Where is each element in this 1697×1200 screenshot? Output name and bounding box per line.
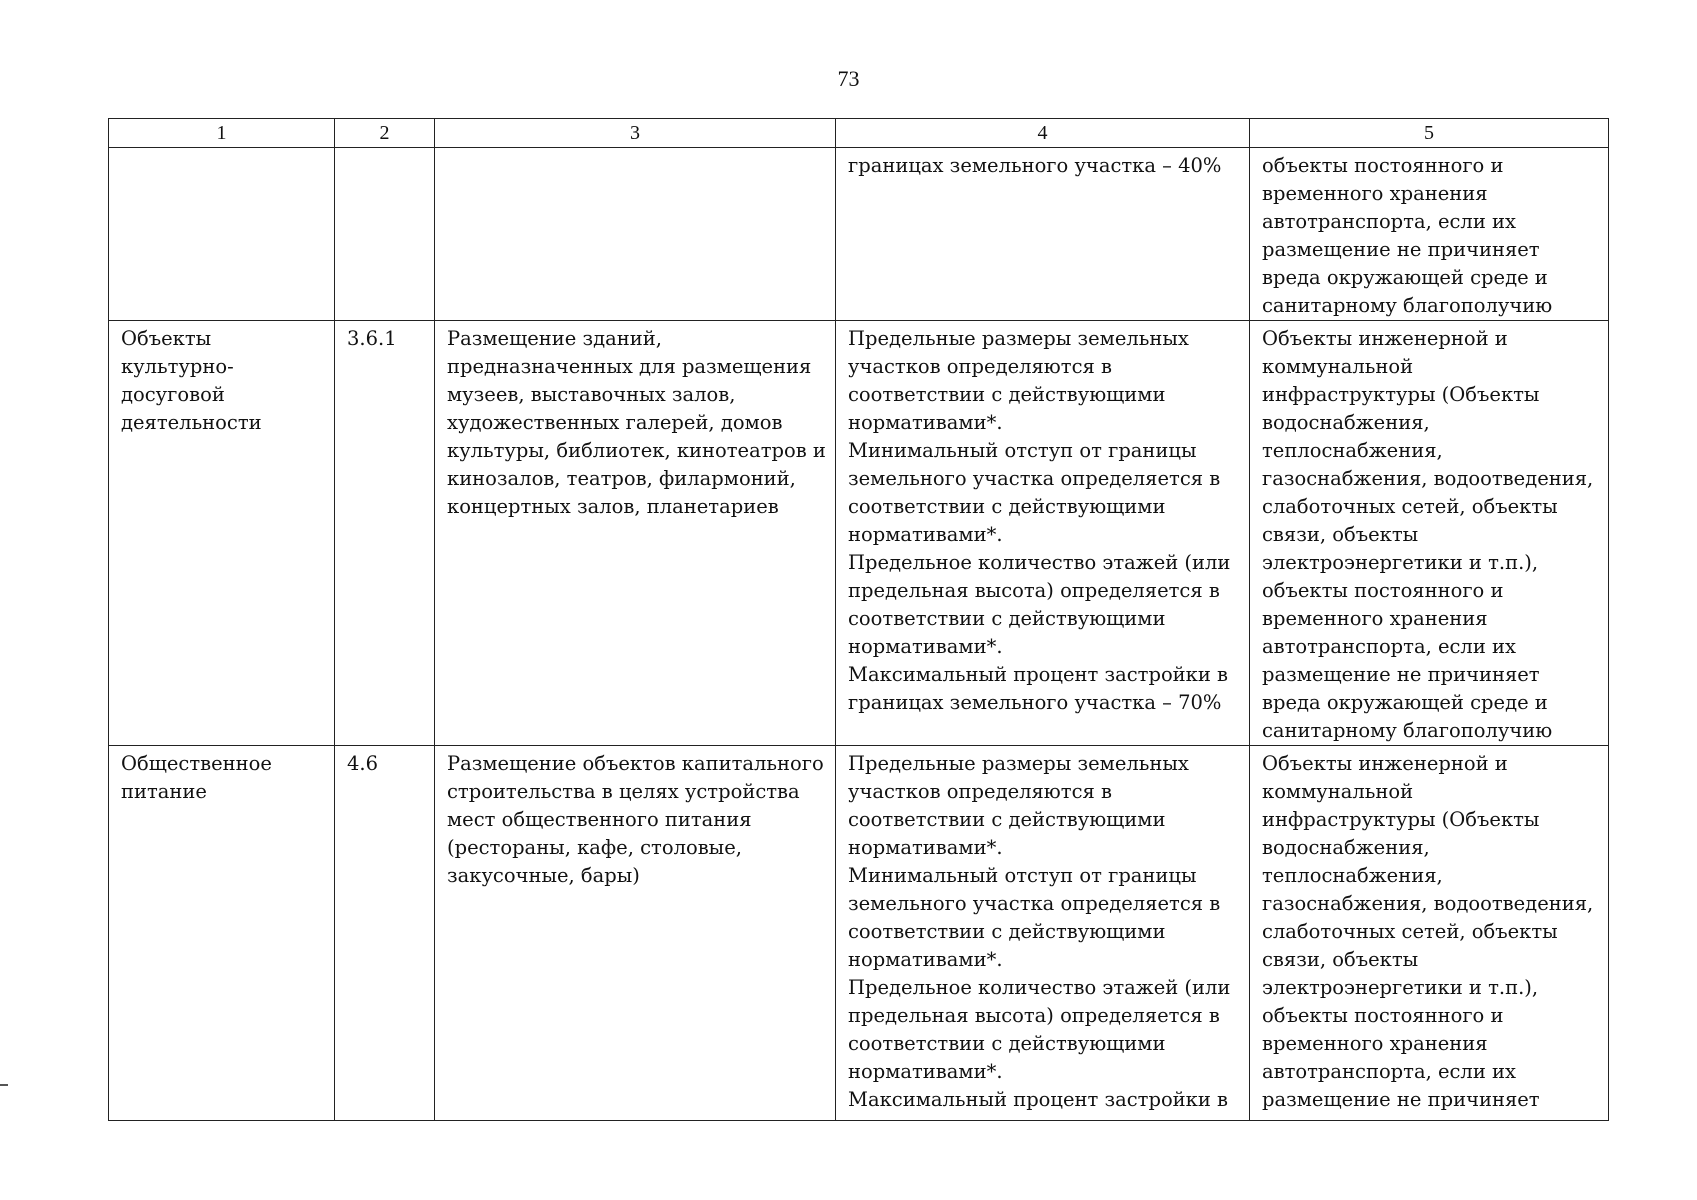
table-row [109, 746, 1609, 1121]
cell-text-line: Объекты [121, 327, 212, 350]
cell-code [335, 321, 435, 746]
zoning-table [108, 118, 1609, 1121]
cell-parameters [836, 148, 1250, 321]
cell-text-line: мест общественного питания [447, 808, 752, 831]
cell-text-line: вреда окружающей среде и [1262, 266, 1548, 289]
cell-text-line: культурно- [121, 355, 234, 378]
header-row [109, 119, 1609, 148]
column-header-4: 4 [836, 119, 1250, 148]
cell-name [109, 148, 335, 321]
cell-text-line: нормативами*. [848, 635, 1003, 658]
cell-text-line: Размещение зданий, [447, 327, 662, 350]
cell-text-line: границах земельного участка – 40% [848, 154, 1222, 177]
table-row [109, 148, 1609, 321]
cell-description [435, 746, 836, 1121]
cell-text-line: санитарному благополучию [1262, 719, 1553, 742]
cell-text-line: Минимальный отступ от границы [848, 439, 1197, 462]
cell-auxiliary [1250, 148, 1609, 321]
cell-text-line: Предельное количество этажей (или [848, 551, 1231, 574]
cell-text-line: временного хранения [1262, 182, 1488, 205]
column-header-2: 2 [335, 119, 435, 148]
cell-text-line: нормативами*. [848, 411, 1003, 434]
cell-name [109, 321, 335, 746]
cell-text-line: объекты постоянного и [1262, 154, 1504, 177]
cell-text-line: питание [121, 780, 207, 803]
cell-text-line: Минимальный отступ от границы [848, 864, 1197, 887]
cell-text-line: нормативами*. [848, 523, 1003, 546]
cell-text-line: Предельные размеры земельных [848, 752, 1189, 775]
cell-text-line: слаботочных сетей, объекты [1262, 920, 1558, 943]
cell-text-line: музеев, выставочных залов, [447, 383, 736, 406]
cell-text-line: соответствии с действующими [848, 383, 1166, 406]
cell-text-line: водоснабжения, [1262, 836, 1430, 859]
cell-text-line: водоснабжения, [1262, 411, 1430, 434]
cell-text-line: коммунальной [1262, 780, 1414, 803]
cell-text-line: Максимальный процент застройки в [848, 1088, 1229, 1111]
cell-auxiliary [1250, 746, 1609, 1121]
cell-text-line: санитарному благополучию [1262, 294, 1553, 317]
cell-text-line: 3.6.1 [347, 327, 397, 350]
cell-text-line: автотранспорта, если их [1262, 1060, 1517, 1083]
cell-text-line: соответствии с действующими [848, 495, 1166, 518]
cell-text-line: Объекты инженерной и [1262, 327, 1508, 350]
cell-text-line: деятельности [121, 411, 262, 434]
cell-text-line: теплоснабжения, [1262, 439, 1443, 462]
cell-text-line: коммунальной [1262, 355, 1414, 378]
cell-text-line: закусочные, бары) [447, 864, 640, 887]
cell-text-line: соответствии с действующими [848, 1032, 1166, 1055]
cell-parameters [836, 321, 1250, 746]
cell-text-line: размещение не причиняет [1262, 238, 1540, 261]
cell-text-line: земельного участка определяется в [848, 892, 1221, 915]
cell-text-line: временного хранения [1262, 1032, 1488, 1055]
cell-text-line: Объекты инженерной и [1262, 752, 1508, 775]
cell-text-line: соответствии с действующими [848, 808, 1166, 831]
cell-text-line: вреда окружающей среде и [1262, 691, 1548, 714]
cell-text-line: автотранспорта, если их [1262, 210, 1517, 233]
cell-text-line: временного хранения [1262, 607, 1488, 630]
cell-text-line: концертных залов, планетариев [447, 495, 779, 518]
cell-text-line: автотранспорта, если их [1262, 635, 1517, 658]
cell-text-line: газоснабжения, водоотведения, [1262, 467, 1594, 490]
cell-text-line: нормативами*. [848, 948, 1003, 971]
page-number: 73 [837, 66, 860, 91]
cell-text-line: объекты постоянного и [1262, 1004, 1504, 1027]
cell-text-line: границах земельного участка – 70% [848, 691, 1222, 714]
cell-auxiliary [1250, 321, 1609, 746]
cell-code [335, 746, 435, 1121]
column-header-1: 1 [109, 119, 335, 148]
cell-text-line: соответствии с действующими [848, 920, 1166, 943]
cell-text-line: художественных галерей, домов [447, 411, 783, 434]
cell-text-line: участков определяются в [848, 355, 1112, 378]
cell-text-line: газоснабжения, водоотведения, [1262, 892, 1594, 915]
cell-description [435, 321, 836, 746]
cell-text-line: слаботочных сетей, объекты [1262, 495, 1558, 518]
cell-text-line: предельная высота) определяется в [848, 1004, 1220, 1027]
cell-text-line: электроэнергетики и т.п.), [1262, 976, 1539, 999]
cell-text-line: размещение не причиняет [1262, 663, 1540, 686]
cell-text-line: досуговой [121, 383, 225, 406]
cell-text-line: предназначенных для размещения [447, 355, 812, 378]
cell-text-line: нормативами*. [848, 1060, 1003, 1083]
cell-text-line: предельная высота) определяется в [848, 579, 1220, 602]
margin-mark [0, 1084, 8, 1086]
column-header-5: 5 [1250, 119, 1609, 148]
cell-text-line: инфраструктуры (Объекты [1262, 808, 1540, 831]
cell-text-line: Размещение объектов капитального [447, 752, 824, 775]
cell-text-line: культуры, библиотек, кинотеатров и [447, 439, 826, 462]
cell-parameters [836, 746, 1250, 1121]
cell-text-line: нормативами*. [848, 836, 1003, 859]
cell-text-line: (рестораны, кафе, столовые, [447, 836, 742, 859]
cell-text-line: размещение не причиняет [1262, 1088, 1540, 1111]
cell-text-line: соответствии с действующими [848, 607, 1166, 630]
cell-text-line: связи, объекты [1262, 948, 1419, 971]
table-row [109, 321, 1609, 746]
cell-name [109, 746, 335, 1121]
cell-text-line: 4.6 [347, 752, 379, 775]
cell-text-line: теплоснабжения, [1262, 864, 1443, 887]
cell-text-line: участков определяются в [848, 780, 1112, 803]
cell-text-line: строительства в целях устройства [447, 780, 800, 803]
cell-text-line: земельного участка определяется в [848, 467, 1221, 490]
cell-text-line: связи, объекты [1262, 523, 1419, 546]
cell-text-line: Предельное количество этажей (или [848, 976, 1231, 999]
cell-text-line: инфраструктуры (Объекты [1262, 383, 1540, 406]
cell-text-line: объекты постоянного и [1262, 579, 1504, 602]
cell-text-line: Предельные размеры земельных [848, 327, 1189, 350]
cell-description [435, 148, 836, 321]
cell-text-line: Общественное [121, 752, 272, 775]
cell-text-line: Максимальный процент застройки в [848, 663, 1229, 686]
cell-text-line: электроэнергетики и т.п.), [1262, 551, 1539, 574]
cell-text-line: кинозалов, театров, филармоний, [447, 467, 796, 490]
column-header-3: 3 [435, 119, 836, 148]
cell-code [335, 148, 435, 321]
